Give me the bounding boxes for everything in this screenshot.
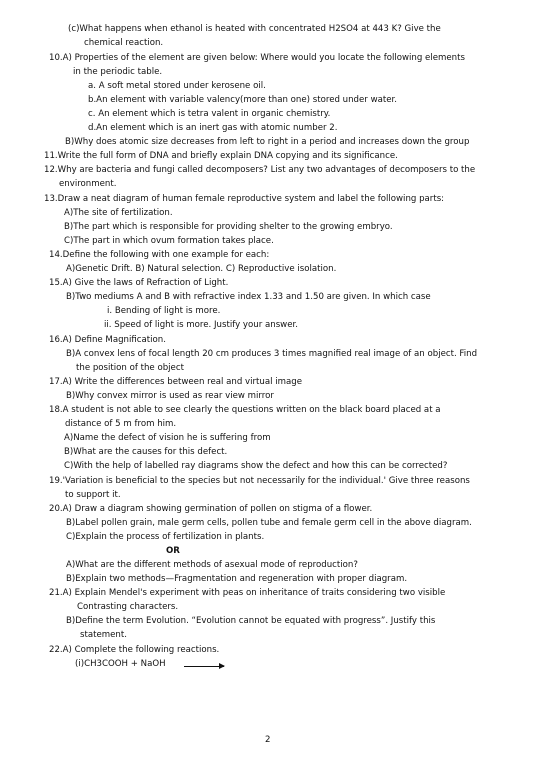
text-line: B)A convex lens of focal length 20 cm produces 3 times magnified real image of an object. Find	[66, 349, 478, 359]
text-line: C)The part in which ovum formation takes place.	[64, 236, 274, 246]
text-line: B)Why does atomic size decreases from left to right in a period and increases down the group	[65, 137, 470, 147]
text-line: 16.A) Define Magnification.	[49, 335, 166, 345]
text-line: 21.A) Explain Mendel's experiment with peas on inheritance of traits considering two visible	[49, 588, 446, 598]
text-line: B)The part which is responsible for providing shelter to the growing embryo.	[64, 222, 393, 232]
text-line: 10.A) Properties of the element are given below: Where would you locate the following elements	[49, 53, 465, 63]
text-line: C)With the help of labelled ray diagrams show the defect and how this can be corrected?	[64, 461, 448, 471]
text-line: C)Explain the process of fertilization in plants.	[66, 532, 265, 542]
text-line: distance of 5 m from him.	[65, 419, 177, 429]
text-line: b.An element with variable valency(more than one) stored under water.	[88, 95, 397, 105]
text-line: 11.Write the full form of DNA and briefly explain DNA copying and its significance.	[44, 151, 398, 161]
text-line: 13.Draw a neat diagram of human female reproductive system and label the following parts:	[44, 194, 445, 204]
text-line: A)The site of fertilization.	[64, 208, 173, 218]
text-line: environment.	[59, 179, 117, 189]
text-line: to support it.	[65, 490, 121, 500]
text-line: in the periodic table.	[73, 67, 163, 77]
text-line: ii. Speed of light is more. Justify your answer.	[104, 320, 298, 330]
text-line: a. A soft metal stored under kerosene oil.	[88, 81, 266, 91]
text-line: 17.A) Write the differences between real and virtual image	[49, 377, 303, 387]
text-line: 20.A) Draw a diagram showing germination of pollen on stigma of a flower.	[49, 504, 373, 514]
text-line: A)What are the different methods of asexual mode of reproduction?	[66, 560, 358, 570]
text-line: (c)What happens when ethanol is heated with concentrated H2SO4 at 443 K? Give the	[68, 24, 441, 34]
reaction-arrow-icon	[184, 666, 224, 667]
text-line: c. An element which is tetra valent in organic chemistry.	[88, 109, 331, 119]
text-line: B)Why convex mirror is used as rear view mirror	[66, 391, 274, 401]
text-line: OR	[166, 546, 180, 556]
text-line: Contrasting characters.	[77, 602, 179, 612]
text-line: A)Genetic Drift. B) Natural selection. C) Reproductive isolation.	[66, 264, 337, 274]
text-line: i. Bending of light is more.	[107, 306, 221, 316]
text-line: 18.A student is not able to see clearly the questions written on the black board placed at a	[49, 405, 441, 415]
text-line: 14.Define the following with one example for each:	[49, 250, 270, 260]
text-line: B)What are the causes for this defect.	[64, 447, 228, 457]
text-line: A)Name the defect of vision he is suffering from	[64, 433, 271, 443]
text-line: 22.A) Complete the following reactions.	[49, 645, 220, 655]
text-line: 12.Why are bacteria and fungi called decomposers? List any two advantages of decomposers to the	[44, 165, 476, 175]
text-line: (i)CH3COOH + NaOH	[75, 659, 166, 669]
text-line: d.An element which is an inert gas with atomic number 2.	[88, 123, 338, 133]
text-line: chemical reaction.	[84, 38, 164, 48]
text-line: B)Define the term Evolution. “Evolution cannot be equated with progress”. Justify this	[66, 616, 436, 626]
page-number: 2	[265, 735, 271, 745]
text-line: statement.	[80, 630, 127, 640]
text-line: B)Label pollen grain, male germ cells, pollen tube and female germ cell in the above diagram.	[66, 518, 472, 528]
text-line: B)Explain two methods—Fragmentation and regeneration with proper diagram.	[66, 574, 408, 584]
text-line: B)Two mediums A and B with refractive index 1.33 and 1.50 are given. In which case	[66, 292, 431, 302]
text-line: 15.A) Give the laws of Refraction of Light.	[49, 278, 229, 288]
text-line: the position of the object	[76, 363, 184, 373]
text-line: 19.'Variation is beneficial to the species but not necessarily for the individual.' Give three reasons	[49, 476, 470, 486]
